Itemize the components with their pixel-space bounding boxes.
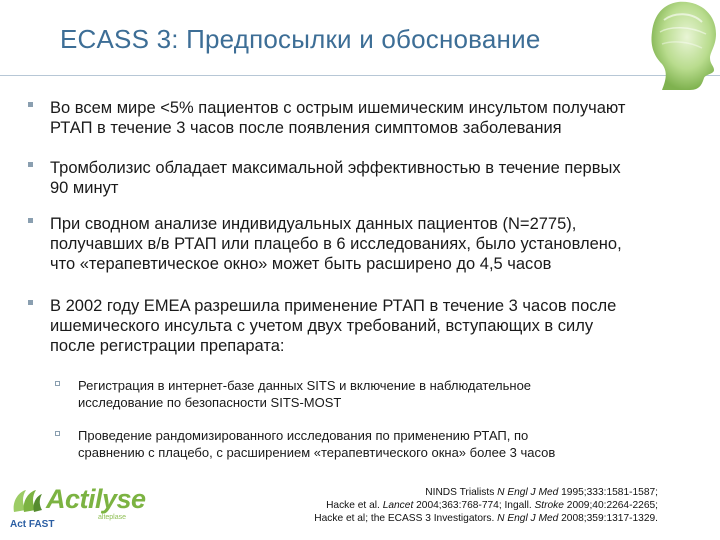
actilyse-logo	[10, 484, 160, 534]
bullet-line: 90 минут	[50, 179, 119, 197]
human-head-icon	[640, 0, 720, 90]
logo-subtitle: alteplase	[98, 514, 127, 521]
subbullet-line: Проведение рандомизированного исследования по применению РТАП, по	[78, 428, 529, 443]
subbullet-line: исследование по безопасности SITS-MOST	[78, 394, 342, 410]
bullet-line: Тромболизис обладает максимальной эффективностью в течение первых	[50, 159, 621, 177]
bullet-marker	[28, 102, 33, 107]
bullet-line: ишемического инсульта с учетом двух требований, вступающих в силу	[50, 317, 594, 335]
bullet-line: получавших в/в РТАП или плацебо в 6 исследованиях, было установлено,	[50, 235, 622, 253]
bullet-line: после регистрации препарата:	[50, 337, 285, 355]
subbullet-marker	[55, 431, 60, 436]
title-divider	[0, 75, 720, 76]
slide-title: ECASS 3: Предпосылки и обоснование	[60, 24, 541, 54]
subbullet-line: сравнению с плацебо, с расширением «терапевтического окна» более 3 часов	[78, 444, 556, 460]
subbullet-line: Регистрация в интернет-базе данных SITS и включение в наблюдательное	[78, 378, 532, 393]
subbullet-marker	[55, 381, 60, 386]
bullet-line: В 2002 году EMEA разрешила применение РТАП в течение 3 часов после	[50, 297, 617, 315]
reference-line: Hacke et al; the ECASS 3 Investigators. N Engl J Med 2008;359:1317-1329.	[314, 513, 658, 524]
logo-mark-icon	[10, 486, 44, 516]
bullet-line: РТАП в течение 3 часов после появления симптомов заболевания	[50, 119, 562, 137]
bullet-line: что «терапевтическое окно» может быть расширено до 4,5 часов	[50, 255, 552, 273]
bullet-line: Во всем мире <5% пациентов с острым ишемическим инсультом получают	[50, 99, 626, 117]
references	[188, 486, 658, 525]
bullet-marker	[28, 218, 33, 223]
reference-line: NINDS Trialists N Engl J Med 1995;333:1581-1587;	[425, 487, 658, 498]
bullet-marker	[28, 300, 33, 305]
logo-brand: Actilyse	[46, 484, 146, 514]
bullet-marker	[28, 162, 33, 167]
reference-line: Hacke et al. Lancet 2004;363:768-774; Ingall. Stroke 2009;40:2264-2265;	[326, 500, 658, 511]
logo-tagline: Act FAST	[10, 519, 55, 530]
bullet-line: При сводном анализе индивидуальных данных пациентов (N=2775),	[50, 215, 577, 233]
